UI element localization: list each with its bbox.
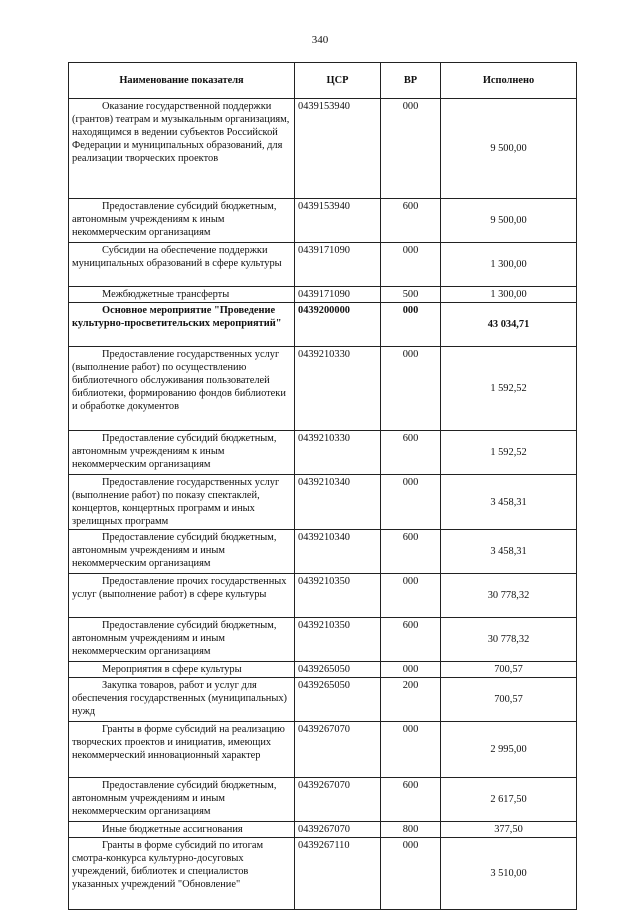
table-row bbox=[69, 618, 577, 662]
table-row bbox=[69, 303, 577, 347]
row-executed-cell: 30 778,32 bbox=[441, 618, 577, 662]
row-name-cell: Предоставление субсидий бюджетным, автономным учреждениям и иным некоммерческим организациям bbox=[69, 778, 295, 822]
row-vr-cell: 000 bbox=[381, 838, 441, 910]
row-vr-cell: 000 bbox=[381, 662, 441, 678]
row-executed-cell: 700,57 bbox=[441, 678, 577, 722]
row-csr-cell: 0439265050 bbox=[295, 662, 381, 678]
row-csr-cell: 0439267070 bbox=[295, 822, 381, 838]
row-vr-cell: 600 bbox=[381, 530, 441, 574]
row-executed-cell: 2 617,50 bbox=[441, 778, 577, 822]
row-vr-cell: 000 bbox=[381, 475, 441, 530]
row-executed-cell: 377,50 bbox=[441, 822, 577, 838]
table-row bbox=[69, 243, 577, 287]
row-name-cell: Субсидии на обеспечение поддержки муниципальных образований в сфере культуры bbox=[69, 243, 295, 287]
row-vr-cell: 000 bbox=[381, 99, 441, 199]
row-name-cell: Иные бюджетные ассигнования bbox=[69, 822, 295, 838]
page-number: 340 bbox=[311, 34, 329, 46]
row-csr-cell: 0439210350 bbox=[295, 574, 381, 618]
table-body bbox=[69, 99, 577, 910]
row-name-cell: Предоставление государственных услуг (выполнение работ) по осуществлению библиотечного обслуживания пользователей библиотеки, формированию фондов библиотеки и обработке документов bbox=[69, 347, 295, 431]
row-vr-cell: 200 bbox=[381, 678, 441, 722]
row-csr-cell: 0439210340 bbox=[295, 530, 381, 574]
table-row bbox=[69, 287, 577, 303]
column-header-csr: ЦСР bbox=[295, 63, 381, 99]
row-csr-cell: 0439267070 bbox=[295, 778, 381, 822]
row-name-cell: Предоставление субсидий бюджетным, автономным учреждениям к иным некоммерческим организациям bbox=[69, 431, 295, 475]
table-row bbox=[69, 347, 577, 431]
row-csr-cell: 0439267070 bbox=[295, 722, 381, 778]
row-name-cell: Предоставление прочих государственных услуг (выполнение работ) в сфере культуры bbox=[69, 574, 295, 618]
row-csr-cell: 0439210330 bbox=[295, 431, 381, 475]
row-vr-cell: 600 bbox=[381, 431, 441, 475]
row-executed-cell: 3 458,31 bbox=[441, 475, 577, 530]
row-executed-cell: 1 300,00 bbox=[441, 287, 577, 303]
budget-execution-table bbox=[68, 62, 577, 910]
row-name-cell: Предоставление государственных услуг (выполнение работ) по показу спектаклей, концертов, концертных программ и иных зрелищных программ bbox=[69, 475, 295, 530]
row-executed-cell: 9 500,00 bbox=[441, 99, 577, 199]
row-vr-cell: 000 bbox=[381, 303, 441, 347]
table-row bbox=[69, 678, 577, 722]
row-executed-cell: 700,57 bbox=[441, 662, 577, 678]
row-csr-cell: 0439153940 bbox=[295, 199, 381, 243]
row-name-cell: Гранты в форме субсидий по итогам смотра-конкурса культурно-досуговых учреждений, библиотек и специалистов указанных учреждений "Обновление" bbox=[69, 838, 295, 910]
row-executed-cell: 9 500,00 bbox=[441, 199, 577, 243]
row-executed-cell: 3 510,00 bbox=[441, 838, 577, 910]
table-row bbox=[69, 475, 577, 530]
row-vr-cell: 800 bbox=[381, 822, 441, 838]
row-name-cell: Гранты в форме субсидий на реализацию творческих проектов и инициатив, имеющих некоммерческий инновационный характер bbox=[69, 722, 295, 778]
row-vr-cell: 000 bbox=[381, 243, 441, 287]
row-csr-cell: 0439171090 bbox=[295, 287, 381, 303]
row-vr-cell: 600 bbox=[381, 778, 441, 822]
table-row bbox=[69, 662, 577, 678]
row-csr-cell: 0439153940 bbox=[295, 99, 381, 199]
row-name-cell: Закупка товаров, работ и услуг для обеспечения государственных (муниципальных) нужд bbox=[69, 678, 295, 722]
row-name-cell: Предоставление субсидий бюджетным, автономным учреждениям и иным некоммерческим организациям bbox=[69, 530, 295, 574]
table-header-row bbox=[69, 63, 577, 99]
row-executed-cell: 43 034,71 bbox=[441, 303, 577, 347]
row-csr-cell: 0439200000 bbox=[295, 303, 381, 347]
row-name-cell: Основное мероприятие "Проведение культурно-просветительских мероприятий" bbox=[69, 303, 295, 347]
row-vr-cell: 000 bbox=[381, 722, 441, 778]
row-executed-cell: 1 300,00 bbox=[441, 243, 577, 287]
row-executed-cell: 1 592,52 bbox=[441, 431, 577, 475]
row-executed-cell: 30 778,32 bbox=[441, 574, 577, 618]
table-row bbox=[69, 199, 577, 243]
table-row bbox=[69, 822, 577, 838]
column-header-executed: Исполнено bbox=[441, 63, 577, 99]
row-executed-cell: 2 995,00 bbox=[441, 722, 577, 778]
column-header-name: Наименование показателя bbox=[69, 63, 295, 99]
row-name-cell: Мероприятия в сфере культуры bbox=[69, 662, 295, 678]
row-csr-cell: 0439171090 bbox=[295, 243, 381, 287]
row-executed-cell: 1 592,52 bbox=[441, 347, 577, 431]
row-csr-cell: 0439265050 bbox=[295, 678, 381, 722]
row-name-cell: Предоставление субсидий бюджетным, автономным учреждениям и иным некоммерческим организациям bbox=[69, 618, 295, 662]
table-row bbox=[69, 431, 577, 475]
row-name-cell: Предоставление субсидий бюджетным, автономным учреждениям к иным некоммерческим организациям bbox=[69, 199, 295, 243]
row-vr-cell: 600 bbox=[381, 618, 441, 662]
row-name-cell: Оказание государственной поддержки (грантов) театрам и музыкальным организациям, находящимся в ведении субъектов Российской Федерации и муниципальных образований, для реализации творческих проектов bbox=[69, 99, 295, 199]
row-name-cell: Межбюджетные трансферты bbox=[69, 287, 295, 303]
table-row bbox=[69, 530, 577, 574]
column-header-vr: ВР bbox=[381, 63, 441, 99]
row-vr-cell: 600 bbox=[381, 199, 441, 243]
row-vr-cell: 500 bbox=[381, 287, 441, 303]
row-csr-cell: 0439267110 bbox=[295, 838, 381, 910]
table-row bbox=[69, 722, 577, 778]
table-row bbox=[69, 838, 577, 910]
row-vr-cell: 000 bbox=[381, 574, 441, 618]
row-csr-cell: 0439210340 bbox=[295, 475, 381, 530]
row-vr-cell: 000 bbox=[381, 347, 441, 431]
table-row bbox=[69, 574, 577, 618]
table-row bbox=[69, 778, 577, 822]
table-row bbox=[69, 99, 577, 199]
row-csr-cell: 0439210330 bbox=[295, 347, 381, 431]
row-csr-cell: 0439210350 bbox=[295, 618, 381, 662]
row-executed-cell: 3 458,31 bbox=[441, 530, 577, 574]
